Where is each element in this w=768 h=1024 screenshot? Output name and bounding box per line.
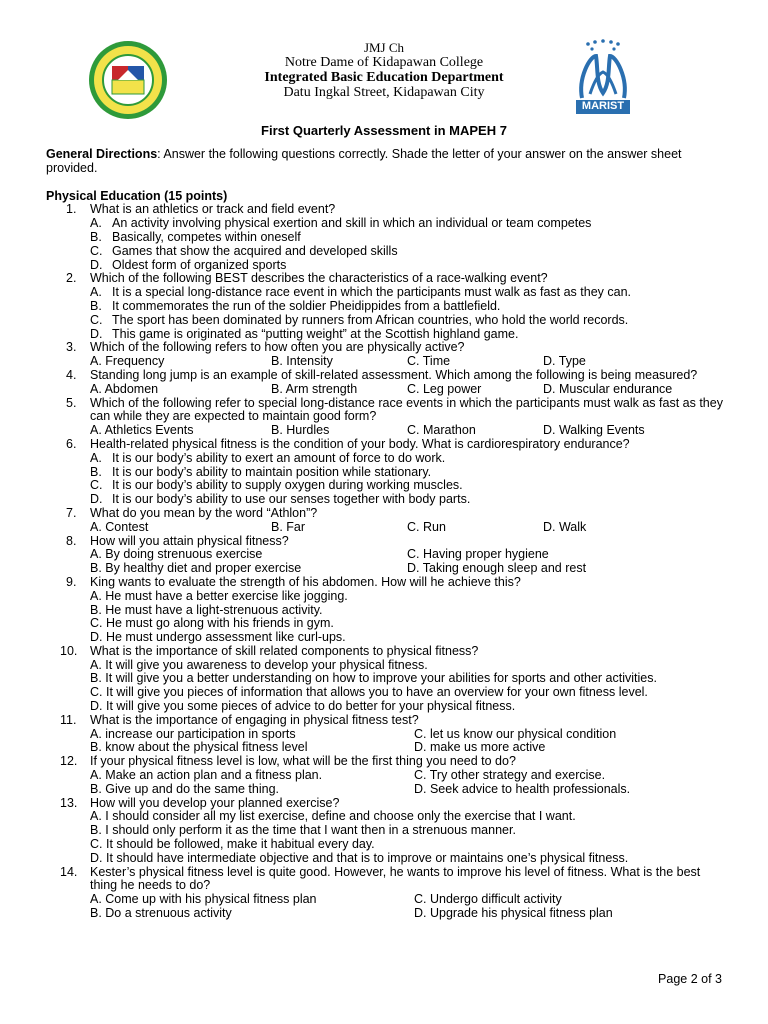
option-letter: B. bbox=[90, 464, 102, 479]
question-14 bbox=[46, 866, 726, 894]
question-number: 14. bbox=[60, 864, 78, 879]
question-number: 11. bbox=[60, 712, 77, 727]
answer-option: A. increase our participation in sports bbox=[90, 726, 296, 741]
option-text: It commemorates the run of the soldier Pheidippides from a battlefield. bbox=[112, 298, 501, 313]
question-13 bbox=[46, 797, 726, 811]
answer-option: A. Athletics Events bbox=[90, 423, 194, 438]
answer-option: C. Run bbox=[407, 519, 446, 534]
answer-options-row bbox=[46, 907, 726, 921]
option-letter: D. bbox=[90, 326, 103, 341]
question-text: Kester’s physical fitness level is quite good. However, he wants to improve his level of fitness. What is the best thing he needs to do? bbox=[90, 864, 701, 893]
answer-option: C. It will give you pieces of information that allows you to have an overview for your own fitness level. bbox=[90, 685, 648, 700]
answer-option: D. Taking enough sleep and rest bbox=[407, 561, 587, 576]
answer-option: B. It will give you a better understanding on how to improve your abilities for sports and other activities. bbox=[90, 671, 657, 686]
answer-options-row bbox=[46, 521, 726, 535]
question-text: King wants to evaluate the strength of his abdomen. How will he achieve this? bbox=[90, 574, 521, 589]
answer-option: B. He must have a light-strenuous activity. bbox=[90, 602, 323, 617]
question-number: 2. bbox=[66, 271, 77, 286]
answer-option: C. Leg power bbox=[407, 381, 482, 396]
option-text: The sport has been dominated by runners from African countries, who hold the world records. bbox=[112, 312, 629, 327]
answer-option: A. He must have a better exercise like jogging. bbox=[90, 588, 348, 603]
answer-option bbox=[46, 479, 726, 493]
assessment-content bbox=[46, 148, 726, 921]
question-text: What is the importance of skill related components to physical fitness? bbox=[90, 643, 479, 658]
question-number: 8. bbox=[66, 533, 77, 548]
answer-option: A. It will give you awareness to develop your physical fitness. bbox=[90, 657, 428, 672]
answer-option: B. Far bbox=[271, 519, 306, 534]
answer-option: B. Do a strenuous activity bbox=[90, 906, 232, 921]
question-number: 9. bbox=[66, 574, 77, 589]
question-number: 1. bbox=[66, 202, 77, 217]
answer-option: C. Undergo difficult activity bbox=[414, 892, 562, 907]
answer-options-row bbox=[46, 769, 726, 783]
answer-option: B. know about the physical fitness level bbox=[90, 740, 308, 755]
option-letter: B. bbox=[90, 298, 102, 313]
marist-logo-text: MARIST bbox=[581, 100, 625, 112]
question-12 bbox=[46, 755, 726, 769]
option-letter: A. bbox=[90, 216, 102, 231]
option-text: It is our body’s ability to maintain position while stationary. bbox=[112, 464, 432, 479]
question-text: Health-related physical fitness is the condition of your body. What is cardiorespiratory endurance? bbox=[90, 436, 630, 451]
answer-option: A. Contest bbox=[90, 519, 149, 534]
question-5 bbox=[46, 397, 726, 425]
answer-option bbox=[46, 493, 726, 507]
header-college-name: Notre Dame of Kidapawan College bbox=[284, 55, 484, 70]
answer-option: C. He must go along with his friends in gym. bbox=[90, 616, 334, 631]
option-text: It is our body’s ability to supply oxygen during working muscles. bbox=[112, 478, 463, 493]
question-3 bbox=[46, 341, 726, 355]
answer-option: C. It should be followed, make it habitual every day. bbox=[90, 837, 375, 852]
header-address: Datu Ingkal Street, Kidapawan City bbox=[283, 85, 485, 100]
question-2 bbox=[46, 272, 726, 286]
answer-option: A. I should consider all my list exercise, define and choose only the exercise that I want. bbox=[90, 809, 576, 824]
option-text: It is our body’s ability to use our senses together with body parts. bbox=[112, 492, 471, 507]
question-text: Which of the following refers to how often you are physically active? bbox=[90, 340, 465, 355]
question-number: 13. bbox=[60, 795, 78, 810]
question-8 bbox=[46, 535, 726, 549]
option-letter: D. bbox=[90, 257, 103, 272]
answer-option: D. Seek advice to health professionals. bbox=[414, 781, 631, 796]
answer-options-row bbox=[46, 728, 726, 742]
question-text: What do you mean by the word “Athlon”? bbox=[90, 505, 318, 520]
question-text: Which of the following refer to special long-distance race events in which the participants must walk as fast as they can while they are expected to maintain good form? bbox=[90, 395, 723, 424]
answer-option bbox=[46, 231, 726, 245]
directions-text: : Answer the following questions correctly. Shade the letter of your answer on the answer sheet provided. bbox=[46, 147, 682, 175]
option-letter: A. bbox=[90, 285, 102, 300]
answer-option: B. By healthy diet and proper exercise bbox=[90, 561, 302, 576]
question-text: Standing long jump is an example of skill-related assessment. Which among the following is being measured? bbox=[90, 367, 698, 382]
answer-option: A. Frequency bbox=[90, 354, 165, 369]
general-directions bbox=[46, 148, 726, 176]
option-text: Oldest form of organized sports bbox=[112, 257, 287, 272]
question-text: If your physical fitness level is low, what will be the first thing you need to do? bbox=[90, 754, 516, 769]
answer-option: D. It should have intermediate objective and that is to improve or maintains one’s physical fitness. bbox=[90, 850, 629, 865]
option-text: It is our body’s ability to exert an amount of force to do work. bbox=[112, 450, 446, 465]
question-11 bbox=[46, 714, 726, 728]
answer-option: D. Muscular endurance bbox=[543, 381, 673, 396]
page-number: Page 2 of 3 bbox=[658, 972, 722, 986]
question-list bbox=[46, 203, 726, 920]
answer-option: C. let us know our physical condition bbox=[414, 726, 617, 741]
option-letter: A. bbox=[90, 450, 102, 465]
answer-option: A. By doing strenuous exercise bbox=[90, 547, 263, 562]
option-text: An activity involving physical exertion and skill in which an individual or team competes bbox=[112, 216, 592, 231]
option-letter: C. bbox=[90, 478, 103, 493]
answer-option: A. Abdomen bbox=[90, 381, 159, 396]
answer-option bbox=[46, 259, 726, 273]
header-line-jmj: JMJ Ch bbox=[363, 40, 405, 55]
option-text: Basically, competes within oneself bbox=[112, 229, 301, 244]
question-text: How will you develop your planned exercise? bbox=[90, 795, 340, 810]
option-letter: B. bbox=[90, 229, 102, 244]
answer-option: D. make us more active bbox=[414, 740, 546, 755]
answer-option: D. Walk bbox=[543, 519, 587, 534]
question-number: 12. bbox=[60, 754, 78, 769]
document-header bbox=[0, 34, 768, 114]
answer-options-row bbox=[46, 741, 726, 755]
answer-option: D. It will give you some pieces of advice to do better for your physical fitness. bbox=[90, 699, 516, 714]
question-number: 10. bbox=[60, 643, 78, 658]
answer-options-row bbox=[46, 548, 726, 562]
answer-options-row bbox=[46, 783, 726, 797]
question-number: 3. bbox=[66, 340, 77, 355]
question-4 bbox=[46, 369, 726, 383]
assessment-title: First Quarterly Assessment in MAPEH 7 bbox=[261, 123, 507, 138]
question-1 bbox=[46, 203, 726, 217]
directions-label: General Directions bbox=[46, 147, 158, 161]
answer-option bbox=[46, 328, 726, 342]
answer-option: B. Arm strength bbox=[271, 381, 358, 396]
option-text: It is a special long-distance race event in which the participants must walk as fast as they can. bbox=[112, 285, 632, 300]
answer-option: B. Intensity bbox=[271, 354, 333, 369]
answer-options-row bbox=[46, 355, 726, 369]
question-text: Which of the following BEST describes the characteristics of a race-walking event? bbox=[90, 271, 548, 286]
option-text: This game is originated as “putting weight” at the Scottish highland game. bbox=[112, 326, 519, 341]
option-letter: D. bbox=[90, 492, 103, 507]
answer-option bbox=[46, 314, 726, 328]
answer-option bbox=[46, 245, 726, 259]
answer-option: D. Type bbox=[543, 354, 586, 369]
answer-option: B. Give up and do the same thing. bbox=[90, 781, 280, 796]
answer-option: C. Time bbox=[407, 354, 451, 369]
answer-option bbox=[46, 466, 726, 480]
question-number: 5. bbox=[66, 395, 77, 410]
question-text: What is an athletics or track and field event? bbox=[90, 202, 336, 217]
answer-options-row bbox=[46, 562, 726, 576]
answer-options-row bbox=[46, 893, 726, 907]
answer-option: C. Try other strategy and exercise. bbox=[414, 768, 606, 783]
answer-option bbox=[46, 286, 726, 300]
answer-options-row bbox=[46, 424, 726, 438]
answer-option: B. Hurdles bbox=[271, 423, 330, 438]
answer-option bbox=[46, 300, 726, 314]
question-text: What is the importance of engaging in physical fitness test? bbox=[90, 712, 419, 727]
answer-options-row bbox=[46, 383, 726, 397]
answer-option: A. Make an action plan and a fitness plan. bbox=[90, 768, 323, 783]
question-number: 7. bbox=[66, 505, 77, 520]
answer-option bbox=[46, 452, 726, 466]
header-department: Integrated Basic Education Department bbox=[264, 70, 504, 85]
answer-option: A. Come up with his physical fitness plan bbox=[90, 892, 317, 907]
question-10 bbox=[46, 645, 726, 659]
answer-option: C. Having proper hygiene bbox=[407, 547, 549, 562]
question-number: 4. bbox=[66, 367, 77, 382]
question-text: How will you attain physical fitness? bbox=[90, 533, 289, 548]
answer-option: C. Marathon bbox=[407, 423, 476, 438]
question-6 bbox=[46, 438, 726, 452]
question-9 bbox=[46, 576, 726, 590]
answer-option: D. Walking Events bbox=[543, 423, 645, 438]
answer-option: D. He must undergo assessment like curl-ups. bbox=[90, 630, 346, 645]
option-letter: C. bbox=[90, 312, 103, 327]
answer-option bbox=[46, 217, 726, 231]
option-letter: C. bbox=[90, 243, 103, 258]
answer-option: D. Upgrade his physical fitness plan bbox=[414, 906, 613, 921]
section-heading: Physical Education (15 points) bbox=[46, 188, 228, 203]
question-7 bbox=[46, 507, 726, 521]
option-text: Games that show the acquired and developed skills bbox=[112, 243, 398, 258]
question-number: 6. bbox=[66, 436, 77, 451]
answer-option: B. I should only perform it as the time that I want then in a strenuous manner. bbox=[90, 823, 516, 838]
